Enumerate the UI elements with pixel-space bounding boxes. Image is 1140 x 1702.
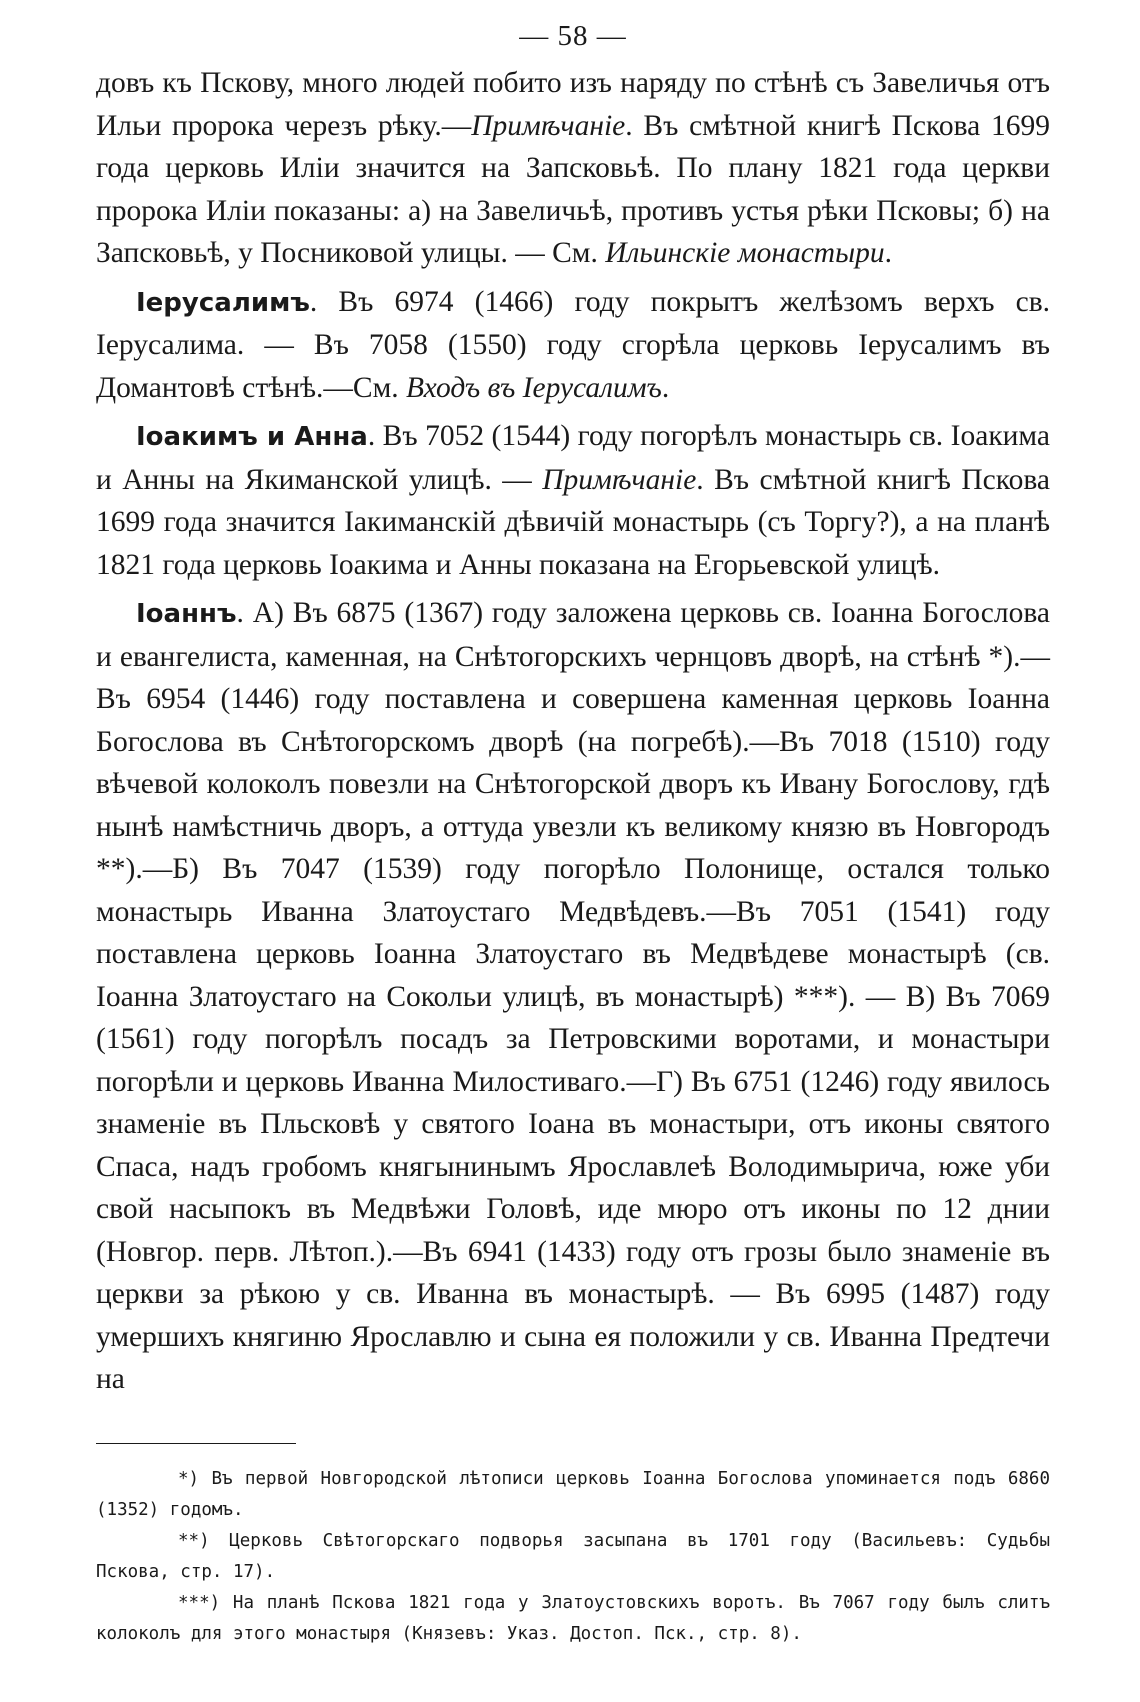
footnote-divider (96, 1443, 296, 1444)
page-number: — 58 — (519, 20, 627, 52)
entry-text-1: . А) Въ 6875 (1367) году заложена церковь св. Іоанна Богослова и евангелиста, каменная, на Снѣтогорскихъ чернцовъ дворѣ, на стѣнѣ *).—Въ 6954 (1446) году поставлена и совершена каменная церковь Іоанна Богослова въ Снѣтогорскомъ дворѣ (на погребѣ).—Въ 7018 (1510) году вѣчевой колоколъ повезли на Снѣтогорской дворъ къ Ивану Богослову, гдѣ нынѣ намѣстничь дворъ, а оттуда увезли къ великому князю въ Новгородъ **).—Б) Въ 7047 (1539) году погорѣло Полонище, остался только монастырь Иванна Златоустаго Медвѣдевъ.—Въ 7051 (1541) году поставлена церковь Іоанна Златоустаго въ Медвѣдеве монастырѣ (св. Іоанна Златоустаго на Сокольи улицѣ, въ монастырѣ) ***). — В) Въ 7069 (1561) году погорѣлъ посадъ за Петровскими воротами, и монастыри погорѣли и церковь Иванна Милостиваго.—Г) Въ 6751 (1246) году явилось знаменіе въ Пльсковѣ у святого Іоана въ монастыри, отъ иконы святого Спаса, надъ гробомъ княгынинымъ Ярославлеѣ Володимырича, юже уби свой насыпокъ въ Медвѣжи Головѣ, иде мюро отъ иконы по 12 днии (Новгор. перв. Лѣтоп.).—Въ 6941 (1433) году отъ грозы было знаменіе въ церкви за рѣкою у св. Иванна въ монастырѣ. — Въ 6995 (1487) году умершихъ княгиню Ярославлю и сына ея положили у св. Иванна Предтечи на (96, 597, 1050, 1395)
cross-reference: Ильинскіе монастыри (605, 237, 885, 269)
entry-heading: Іоаннъ (136, 599, 237, 629)
intro-text-2: . Въ смѣтной книгѣ Пскова 1699 года церковь Иліи значится на Запсковьѣ. По плану 1821 года церкви пророка Иліи показаны: а) на Завеличьѣ, противъ устья рѣки Псковы; б) на Запсковьѣ, у Посниковой улицы. — См. (96, 109, 1050, 269)
entry-joachim-anna (96, 415, 1050, 586)
footnote-1: *) Въ первой Новгородской лѣтописи церковь Іоанна Богослова упоминается подъ 6860 (1352) годомъ. (96, 1468, 1050, 1520)
note-label: Примѣчаніе (542, 463, 697, 496)
footnotes (96, 1464, 1050, 1650)
footnote-2: **) Церковь Свѣтогорскаго подворья засыпана въ 1701 году (Васильевъ: Судьбы Пскова, стр. 17). (96, 1530, 1050, 1582)
intro-text-3: . (884, 237, 892, 269)
entry-text-2: . Въ смѣтной книгѣ Пскова 1699 года значится Іакиманскій дѣвичій монастырь (съ Торгу?), а на планѣ 1821 года церковь Іоакима и Анны показана на Егорьевской улицѣ. (96, 463, 1050, 581)
entry-jerusalem (96, 281, 1050, 410)
entry-john (96, 592, 1050, 1401)
entry-text-2: . (661, 371, 670, 404)
note-label: Примѣчаніе (471, 109, 626, 142)
footnote-3: ***) На планѣ Пскова 1821 года у Златоустовскихъ воротъ. Въ 7067 году былъ слитъ колоколъ для этого монастыря (Князевъ: Указ. Достоп. Пск., стр. 8). (96, 1592, 1050, 1644)
continued-paragraph (96, 62, 1050, 275)
cross-reference: Входъ въ Іерусалимъ (406, 371, 662, 404)
entry-text-1: . Въ 6974 (1466) году покрытъ желѣзомъ верхъ св. Іерусалима. — Въ 7058 (1550) году сгорѣла церковь Іерусалимъ въ Домантовѣ стѣнѣ.—См. (96, 285, 1050, 404)
entry-heading: Іерусалимъ (136, 287, 310, 318)
entry-text-1: . Въ 7052 (1544) году погорѣлъ монастырь св. Іоакима и Анны на Якиманской улицѣ. — (96, 420, 1050, 496)
intro-text-1: довъ къ Пскову, много людей побито изъ наряду по стѣнѣ съ Завеличья отъ Ильи пророка черезъ рѣку.— (96, 67, 1050, 142)
entry-heading: Іоакимъ и Анна (136, 422, 368, 452)
